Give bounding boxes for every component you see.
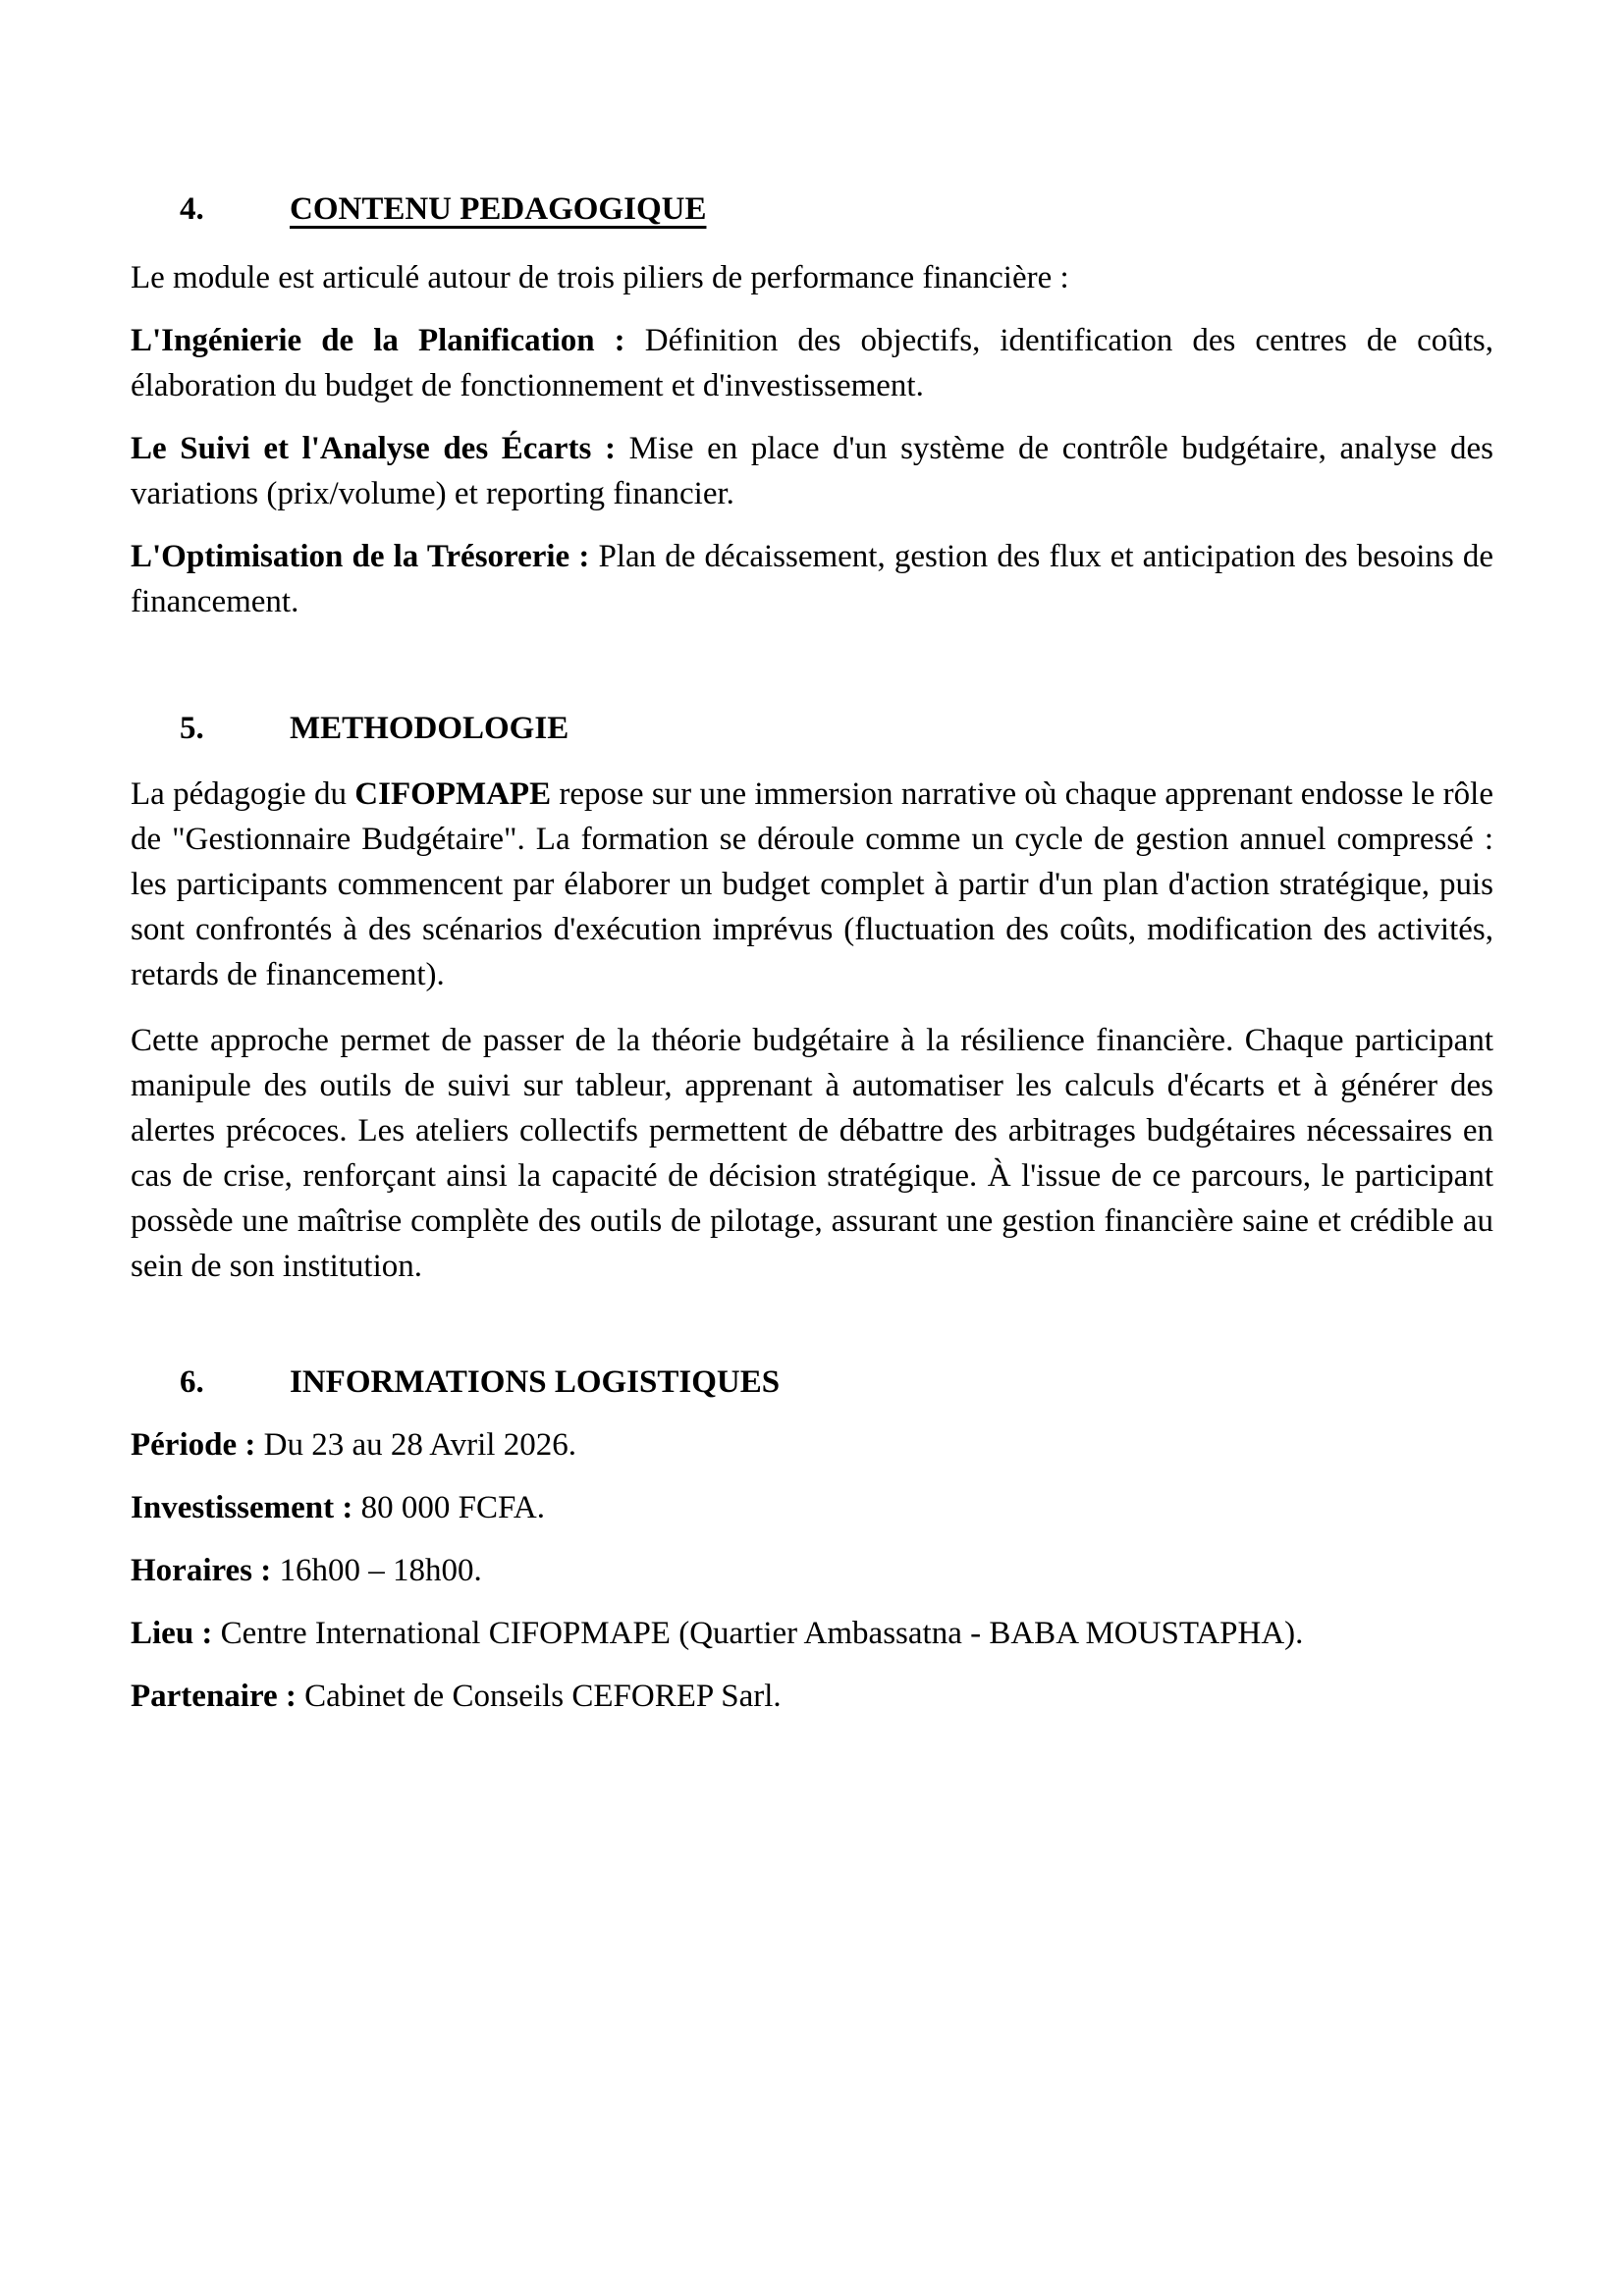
methodology-p1-brand: CIFOPMAPE bbox=[354, 776, 552, 812]
section-informations-logistiques bbox=[131, 1360, 1493, 1719]
logistics-item-periode bbox=[131, 1422, 1493, 1468]
logistics-item-lieu bbox=[131, 1611, 1493, 1656]
section-6-title: INFORMATIONS LOGISTIQUES bbox=[290, 1364, 781, 1400]
pillar-tresorerie-text: Plan de décaissement, gestion des flux et anticipation des besoins de financement. bbox=[131, 539, 1494, 619]
section-4-number: 4. bbox=[180, 191, 204, 227]
logistics-horaires-value: 16h00 – 18h00. bbox=[279, 1553, 482, 1588]
logistics-periode-label: Période : bbox=[131, 1427, 256, 1463]
section-4-heading bbox=[131, 187, 1493, 232]
logistics-periode-value: Du 23 au 28 Avril 2026. bbox=[263, 1427, 576, 1463]
logistics-investissement-value: 80 000 FCFA. bbox=[360, 1490, 546, 1525]
section-5-title: METHODOLOGIE bbox=[290, 711, 569, 746]
pillar-tresorerie-paragraph bbox=[131, 534, 1493, 624]
logistics-item-investissement bbox=[131, 1485, 1493, 1530]
section-methodologie bbox=[131, 706, 1493, 1289]
logistics-item-horaires bbox=[131, 1548, 1493, 1593]
section-4-title: CONTENU PEDAGOGIQUE bbox=[290, 191, 707, 227]
pillar-tresorerie-label: L'Optimisation de la Trésorerie : bbox=[131, 539, 590, 574]
methodology-p1-pre: La pédagogie du bbox=[131, 776, 355, 812]
section-6-number: 6. bbox=[180, 1364, 204, 1400]
logistics-partenaire-value: Cabinet de Conseils CEFOREP Sarl. bbox=[304, 1679, 782, 1714]
logistics-horaires-label: Horaires : bbox=[131, 1553, 272, 1588]
section-contenu-pedagogique bbox=[131, 187, 1493, 624]
section-6-heading bbox=[131, 1360, 1493, 1405]
logistics-partenaire-label: Partenaire : bbox=[131, 1679, 297, 1714]
logistics-lieu-value: Centre International CIFOPMAPE (Quartier Ambassatna - BABA MOUSTAPHA). bbox=[220, 1616, 1304, 1651]
pedagogy-intro-paragraph: Le module est articulé autour de trois piliers de performance financière : bbox=[131, 260, 1069, 295]
logistics-item-partenaire bbox=[131, 1674, 1493, 1719]
methodology-p1-post: repose sur une immersion narrative où chaque apprenant endosse le rôle de "Gestionnaire Budgétaire". La formation se déroule comme un cycle de gestion annuel compressé : les participants commencent par élaborer un budget complet à partir d'un plan d'action stratégique, puis sont confrontés à des scénarios d'exécution imprévus (fluctuation des coûts, modification des activités, retards de financement). bbox=[131, 776, 1493, 992]
pillar-suivi-ecarts-label: Le Suivi et l'Analyse des Écarts : bbox=[131, 431, 616, 466]
section-5-number: 5. bbox=[180, 711, 204, 746]
pillar-planification-paragraph bbox=[131, 318, 1493, 408]
methodology-paragraph-1 bbox=[131, 772, 1493, 997]
pillar-planification-text: Définition des objectifs, identification des centres de coûts, élaboration du budget de fonctionnement et d'investissement. bbox=[131, 323, 1494, 403]
methodology-paragraph-2: Cette approche permet de passer de la théorie budgétaire à la résilience financière. Chaque participant manipule des outils de suivi sur tableur, apprenant à automatiser les calculs d'écarts et à générer des alertes précoces. Les ateliers collectifs permettent de débattre des arbitrages budgétaires nécessaires en cas de crise, renforçant ainsi la capacité de décision stratégique. À l'issue de ce parcours, le participant possède une maîtrise complète des outils de pilotage, assurant une gestion financière saine et crédible au sein de son institution. bbox=[131, 1023, 1493, 1284]
logistics-lieu-label: Lieu : bbox=[131, 1616, 213, 1651]
pillar-suivi-ecarts-text: Mise en place d'un système de contrôle budgétaire, analyse des variations (prix/volume) et reporting financier. bbox=[131, 431, 1494, 511]
pillar-planification-label: L'Ingénierie de la Planification : bbox=[131, 323, 625, 358]
logistics-investissement-label: Investissement : bbox=[131, 1490, 353, 1525]
pillar-suivi-ecarts-paragraph bbox=[131, 426, 1493, 516]
section-5-heading bbox=[131, 706, 1493, 751]
